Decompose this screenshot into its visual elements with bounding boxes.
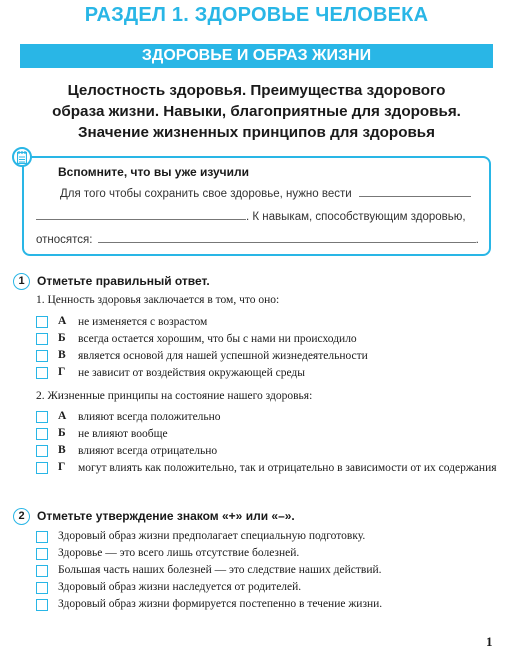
lesson-title-line: Значение жизненных принципов для здоровья: [77, 124, 436, 141]
option-letter: Г: [58, 461, 66, 473]
recall-text: Для того чтобы сохранить свое здоровье, нужно вести: [60, 188, 352, 200]
recall-line: [60, 186, 471, 200]
answer-checkbox[interactable]: [36, 333, 48, 345]
answer-blank[interactable]: [98, 232, 476, 243]
option-text: не зависит от воздействия окружающей среды: [78, 367, 305, 379]
option-text: влияют всегда отрицательно: [78, 445, 218, 457]
statement-text: Здоровый образ жизни наследуется от родителей.: [58, 581, 302, 593]
task-number: 2: [13, 508, 30, 525]
notepad-icon: [12, 147, 32, 167]
option-letter: В: [58, 349, 66, 361]
task-title: Отметьте правильный ответ.: [37, 274, 210, 288]
answer-checkbox[interactable]: [36, 599, 48, 611]
answer-checkbox[interactable]: [36, 367, 48, 379]
option-letter: В: [58, 444, 66, 456]
recall-text: относятся:: [36, 234, 93, 246]
recall-text: . К навыкам, способствующим здоровью,: [246, 211, 466, 223]
option-text: всегда остается хорошим, что бы с нами ни происходило: [78, 333, 357, 345]
lesson-title-line: образа жизни. Навыки, благоприятные для здоровья.: [52, 103, 461, 120]
statement-text: Здоровый образ жизни предполагает специальную подготовку.: [58, 530, 366, 542]
statement-text: Большая часть наших болезней — это следствие наших действий.: [58, 564, 382, 576]
option-text: не влияют вообще: [78, 428, 168, 440]
answer-checkbox[interactable]: [36, 462, 48, 474]
option-letter: Б: [58, 332, 66, 344]
option-text: является основой для нашей успешной жизнедеятельности: [78, 350, 368, 362]
task-number: 1: [13, 273, 30, 290]
answer-checkbox[interactable]: [36, 548, 48, 560]
answer-checkbox[interactable]: [36, 445, 48, 457]
topic-banner: ЗДОРОВЬЕ И ОБРАЗ ЖИЗНИ: [20, 44, 493, 68]
answer-checkbox[interactable]: [36, 531, 48, 543]
recall-text: .: [475, 234, 479, 246]
answer-checkbox[interactable]: [36, 565, 48, 577]
question-text: 2. Жизненные принципы на состояние нашего здоровья:: [36, 390, 313, 402]
option-text: не изменяется с возрастом: [78, 316, 208, 328]
answer-blank[interactable]: [36, 209, 246, 220]
recall-heading: Вспомните, что вы уже изучили: [58, 165, 250, 179]
page-number: 1: [486, 634, 493, 649]
section-title: РАЗДЕЛ 1. ЗДОРОВЬЕ ЧЕЛОВЕКА: [84, 4, 429, 26]
answer-checkbox[interactable]: [36, 411, 48, 423]
task-title: Отметьте утверждение знаком «+» или «–».: [37, 509, 295, 523]
option-letter: Г: [58, 366, 66, 378]
lesson-title: [30, 80, 483, 143]
option-text: влияют всегда положительно: [78, 411, 221, 423]
answer-checkbox[interactable]: [36, 350, 48, 362]
statement-text: Здоровье — это всего лишь отсутствие болезней.: [58, 547, 300, 559]
option-letter: А: [58, 410, 67, 422]
answer-checkbox[interactable]: [36, 428, 48, 440]
option-letter: А: [58, 315, 67, 327]
answer-checkbox[interactable]: [36, 316, 48, 328]
answer-checkbox[interactable]: [36, 582, 48, 594]
option-text: могут влиять как положительно, так и отрицательно в зависимости от их содержания: [78, 462, 497, 474]
answer-blank[interactable]: [359, 186, 471, 197]
statement-text: Здоровый образ жизни формируется постепенно в течение жизни.: [58, 598, 383, 610]
recall-line: [36, 209, 466, 223]
lesson-title-line: Целостность здоровья. Преимущества здорового: [67, 82, 446, 99]
option-letter: Б: [58, 427, 66, 439]
question-text: 1. Ценность здоровья заключается в том, что оно:: [36, 294, 280, 306]
recall-line: [36, 232, 479, 246]
